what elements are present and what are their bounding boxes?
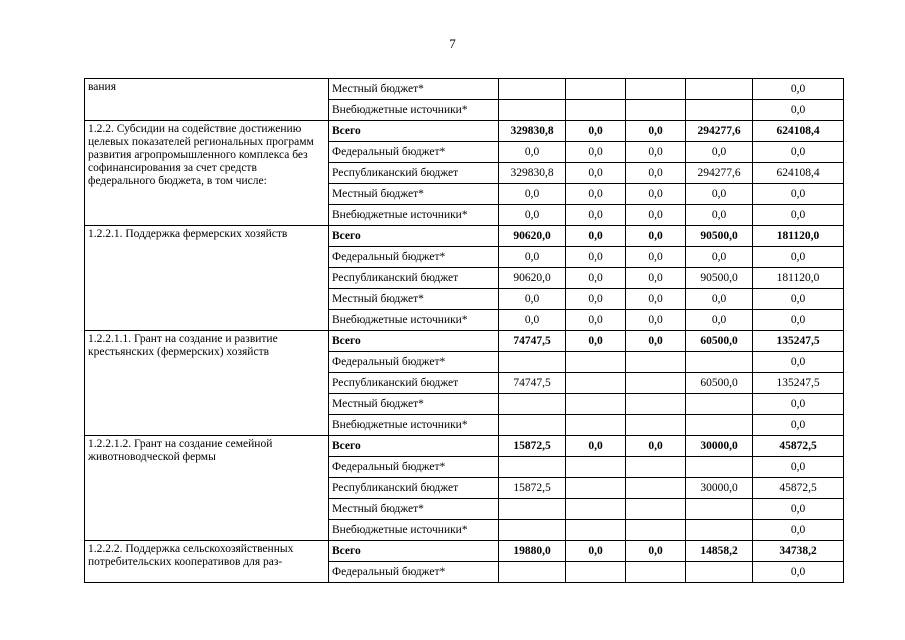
- value-cell: 34738,2: [753, 541, 844, 562]
- page-number: 7: [449, 36, 456, 51]
- table-row: [85, 331, 844, 352]
- value-cell: [626, 394, 686, 415]
- value-cell: 30000,0: [686, 436, 753, 457]
- value-cell: [566, 394, 626, 415]
- value-cell: [626, 79, 686, 100]
- value-cell: 15872,5: [499, 436, 566, 457]
- value-cell: 0,0: [499, 310, 566, 331]
- value-cell: 0,0: [566, 541, 626, 562]
- value-cell: 0,0: [753, 247, 844, 268]
- item-name-cell: 1.2.2.1.1. Грант на создание и развитие крестьянских (фермерских) хозяйств: [85, 331, 329, 436]
- value-cell: 60500,0: [686, 331, 753, 352]
- value-cell: [499, 457, 566, 478]
- value-cell: 624108,4: [753, 121, 844, 142]
- value-cell: [686, 520, 753, 541]
- funding-source-cell: Местный бюджет*: [329, 499, 499, 520]
- value-cell: 0,0: [686, 184, 753, 205]
- item-name-cell: вания: [85, 79, 329, 121]
- value-cell: 0,0: [753, 310, 844, 331]
- funding-source-cell: Всего: [329, 226, 499, 247]
- item-name-cell: 1.2.2. Субсидии на содействие достижению целевых показателей региональных программ развития агропромышленного комплекса без софинансирования за счет средств федерального бюджета, в том числе:: [85, 121, 329, 226]
- funding-source-cell: Внебюджетные источники*: [329, 205, 499, 226]
- value-cell: 0,0: [626, 205, 686, 226]
- item-name-cell: 1.2.2.2. Поддержка сельскохозяйственных потребительских кооперативов для раз-: [85, 541, 329, 583]
- value-cell: 14858,2: [686, 541, 753, 562]
- table-row: [85, 79, 844, 100]
- value-cell: 0,0: [626, 247, 686, 268]
- value-cell: 0,0: [626, 310, 686, 331]
- value-cell: [626, 373, 686, 394]
- value-cell: 0,0: [566, 163, 626, 184]
- value-cell: 329830,8: [499, 163, 566, 184]
- funding-source-cell: Всего: [329, 541, 499, 562]
- value-cell: 0,0: [566, 331, 626, 352]
- value-cell: [566, 457, 626, 478]
- value-cell: 0,0: [566, 289, 626, 310]
- table-row: [85, 226, 844, 247]
- value-cell: [499, 415, 566, 436]
- value-cell: [499, 562, 566, 583]
- funding-source-cell: Всего: [329, 331, 499, 352]
- value-cell: [626, 352, 686, 373]
- value-cell: 0,0: [753, 520, 844, 541]
- value-cell: 0,0: [566, 226, 626, 247]
- value-cell: 74747,5: [499, 373, 566, 394]
- value-cell: 74747,5: [499, 331, 566, 352]
- value-cell: [566, 478, 626, 499]
- value-cell: 0,0: [626, 268, 686, 289]
- funding-source-cell: Федеральный бюджет*: [329, 352, 499, 373]
- value-cell: 0,0: [753, 352, 844, 373]
- value-cell: 0,0: [566, 121, 626, 142]
- value-cell: 0,0: [626, 142, 686, 163]
- value-cell: 15872,5: [499, 478, 566, 499]
- funding-source-cell: Республиканский бюджет: [329, 163, 499, 184]
- funding-source-cell: Внебюджетные источники*: [329, 415, 499, 436]
- value-cell: [686, 100, 753, 121]
- value-cell: [499, 100, 566, 121]
- value-cell: 0,0: [566, 205, 626, 226]
- value-cell: [686, 394, 753, 415]
- funding-source-cell: Местный бюджет*: [329, 79, 499, 100]
- value-cell: [566, 499, 626, 520]
- funding-source-cell: Республиканский бюджет: [329, 478, 499, 499]
- table-row: [85, 436, 844, 457]
- value-cell: 19880,0: [499, 541, 566, 562]
- value-cell: [566, 520, 626, 541]
- value-cell: [626, 520, 686, 541]
- value-cell: 0,0: [753, 499, 844, 520]
- value-cell: [566, 352, 626, 373]
- value-cell: 90500,0: [686, 268, 753, 289]
- funding-source-cell: Республиканский бюджет: [329, 373, 499, 394]
- value-cell: [566, 415, 626, 436]
- item-name-cell: 1.2.2.1.2. Грант на создание семейной животноводческой фермы: [85, 436, 329, 541]
- value-cell: [499, 499, 566, 520]
- value-cell: 0,0: [626, 163, 686, 184]
- value-cell: [499, 352, 566, 373]
- table-row: [85, 541, 844, 562]
- value-cell: 0,0: [626, 541, 686, 562]
- value-cell: 0,0: [753, 457, 844, 478]
- table-row: [85, 121, 844, 142]
- value-cell: [626, 499, 686, 520]
- value-cell: 90620,0: [499, 226, 566, 247]
- value-cell: 0,0: [499, 184, 566, 205]
- funding-source-cell: Местный бюджет*: [329, 394, 499, 415]
- value-cell: 135247,5: [753, 331, 844, 352]
- budget-table-body: [85, 79, 844, 583]
- value-cell: 0,0: [499, 142, 566, 163]
- value-cell: 0,0: [753, 289, 844, 310]
- value-cell: [566, 562, 626, 583]
- value-cell: [626, 562, 686, 583]
- value-cell: 0,0: [753, 394, 844, 415]
- value-cell: [626, 478, 686, 499]
- value-cell: 0,0: [626, 226, 686, 247]
- value-cell: [499, 394, 566, 415]
- value-cell: 45872,5: [753, 478, 844, 499]
- value-cell: 0,0: [686, 289, 753, 310]
- value-cell: [686, 352, 753, 373]
- value-cell: 0,0: [566, 310, 626, 331]
- funding-source-cell: Местный бюджет*: [329, 184, 499, 205]
- value-cell: [626, 100, 686, 121]
- value-cell: 0,0: [753, 142, 844, 163]
- value-cell: 0,0: [753, 100, 844, 121]
- budget-table: [84, 78, 844, 583]
- value-cell: 181120,0: [753, 268, 844, 289]
- value-cell: 329830,8: [499, 121, 566, 142]
- funding-source-cell: Всего: [329, 436, 499, 457]
- value-cell: 0,0: [686, 247, 753, 268]
- value-cell: [626, 415, 686, 436]
- value-cell: 60500,0: [686, 373, 753, 394]
- value-cell: 135247,5: [753, 373, 844, 394]
- value-cell: [626, 457, 686, 478]
- value-cell: 0,0: [753, 184, 844, 205]
- value-cell: 0,0: [566, 247, 626, 268]
- value-cell: [566, 373, 626, 394]
- funding-source-cell: Местный бюджет*: [329, 289, 499, 310]
- value-cell: [686, 562, 753, 583]
- value-cell: 0,0: [499, 247, 566, 268]
- value-cell: 45872,5: [753, 436, 844, 457]
- value-cell: 90500,0: [686, 226, 753, 247]
- value-cell: 0,0: [499, 205, 566, 226]
- item-name-cell: 1.2.2.1. Поддержка фермерских хозяйств: [85, 226, 329, 331]
- value-cell: [499, 520, 566, 541]
- value-cell: 0,0: [626, 121, 686, 142]
- value-cell: 0,0: [753, 562, 844, 583]
- value-cell: [499, 79, 566, 100]
- value-cell: 30000,0: [686, 478, 753, 499]
- value-cell: 0,0: [626, 436, 686, 457]
- funding-source-cell: Федеральный бюджет*: [329, 457, 499, 478]
- value-cell: 0,0: [753, 415, 844, 436]
- value-cell: 294277,6: [686, 163, 753, 184]
- value-cell: 0,0: [626, 184, 686, 205]
- value-cell: [566, 100, 626, 121]
- value-cell: 0,0: [686, 205, 753, 226]
- value-cell: 0,0: [566, 436, 626, 457]
- value-cell: 294277,6: [686, 121, 753, 142]
- funding-source-cell: Республиканский бюджет: [329, 268, 499, 289]
- value-cell: 0,0: [686, 142, 753, 163]
- value-cell: 0,0: [753, 205, 844, 226]
- funding-source-cell: Федеральный бюджет*: [329, 142, 499, 163]
- value-cell: 0,0: [566, 184, 626, 205]
- value-cell: [686, 499, 753, 520]
- value-cell: 0,0: [499, 289, 566, 310]
- value-cell: 0,0: [686, 310, 753, 331]
- value-cell: 0,0: [566, 142, 626, 163]
- funding-source-cell: Внебюджетные источники*: [329, 520, 499, 541]
- funding-source-cell: Всего: [329, 121, 499, 142]
- value-cell: [566, 79, 626, 100]
- value-cell: 0,0: [566, 268, 626, 289]
- funding-source-cell: Федеральный бюджет*: [329, 562, 499, 583]
- value-cell: 624108,4: [753, 163, 844, 184]
- value-cell: 181120,0: [753, 226, 844, 247]
- value-cell: [686, 457, 753, 478]
- value-cell: [686, 415, 753, 436]
- value-cell: 90620,0: [499, 268, 566, 289]
- funding-source-cell: Внебюджетные источники*: [329, 100, 499, 121]
- value-cell: [686, 79, 753, 100]
- value-cell: 0,0: [626, 331, 686, 352]
- value-cell: 0,0: [626, 289, 686, 310]
- funding-source-cell: Внебюджетные источники*: [329, 310, 499, 331]
- funding-source-cell: Федеральный бюджет*: [329, 247, 499, 268]
- value-cell: 0,0: [753, 79, 844, 100]
